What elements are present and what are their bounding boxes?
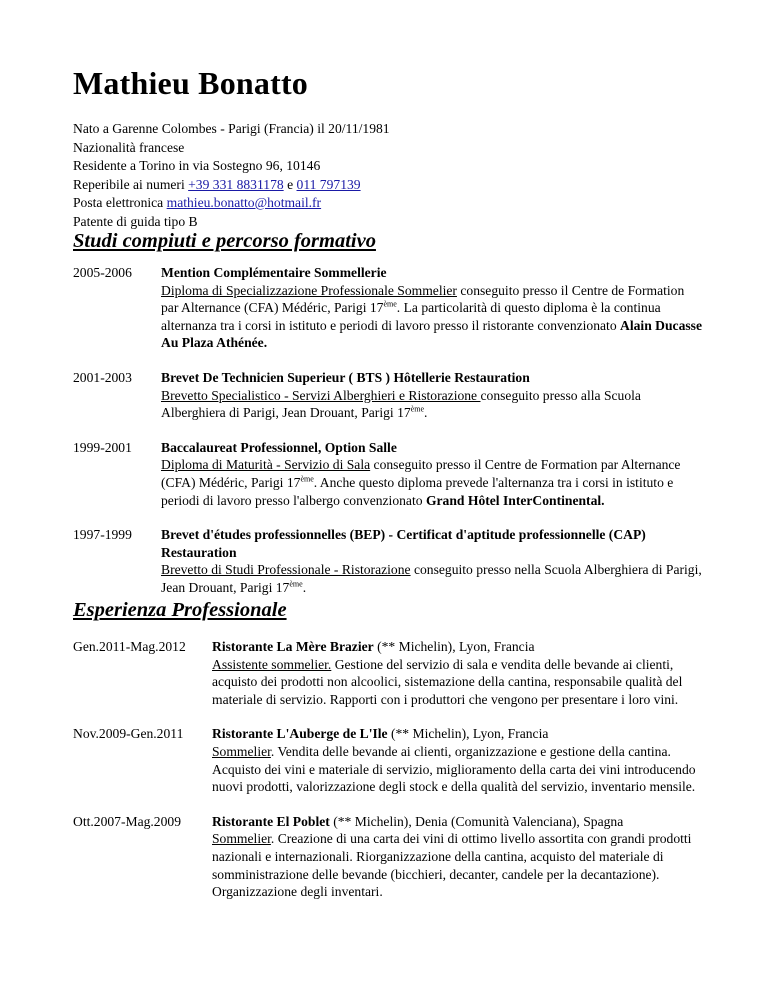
experience-date: Ott.2007-Mag.2009 [73, 813, 181, 829]
personal-info [73, 120, 390, 231]
phone-link-1[interactable]: +39 331 8831178 [188, 176, 284, 192]
study-entry [73, 369, 703, 422]
experience-entry [73, 638, 703, 708]
birth-line: Nato a Garenne Colombes - Parigi (Francia) il 20/11/1981 [73, 121, 390, 136]
experience-date: Nov.2009-Gen.2011 [73, 726, 184, 742]
experience-section-title: Esperienza Professionale [73, 599, 287, 621]
study-diploma: Brevetto Specialistico - Servizi Alberghieri e Ristorazione [161, 387, 481, 403]
study-diploma: Brevetto di Studi Professionale - Ristorazione [161, 562, 411, 578]
experience-entry [73, 813, 703, 901]
employer-name: Ristorante La Mère Brazier [212, 639, 374, 654]
study-date: 1999-2001 [73, 439, 132, 455]
study-diploma: Diploma di Specializzazione Professionale Sommelier [161, 282, 457, 298]
study-heading: Brevet De Technicien Superieur ( BTS ) Hôtellerie Restauration [161, 369, 530, 385]
experience-list [73, 638, 703, 901]
license-line: Patente di guida tipo B [73, 213, 198, 229]
experience-description: Ristorante L'Auberge de L'Ile (** Michelin), Lyon, Francia Sommelier. Vendita delle bevande ai clienti, organizzazione e gestione della cantina. Acquisto dei vini e materiale di servizio, miglioramento della carta dei vini introducendo nuovi prodotti, valorizzazione degli stock e della qualità del servizio, inventario mensile. [212, 726, 696, 795]
study-heading: Mention Complémentaire Sommellerie [161, 265, 387, 280]
experience-description: Ristorante La Mère Brazier (** Michelin), Lyon, Francia Assistente sommelier. Gestione del servizio di sala e vendita delle bevande ai clienti, acquisto dei prodotti non alcoolici, sistemazione della cantina, responsabile qualità del materiale di servizio. Rapporti con i produttori che vengono per presentare i loro vini. [212, 639, 683, 707]
study-date: 2001-2003 [73, 369, 132, 385]
study-description: Brevet De Technicien Superieur ( BTS ) Hôtellerie Restauration Brevetto Specialistico - Servizi Alberghieri e Ristorazione conseguito presso alla Scuola Alberghiera di Parigi, Jean Drouant, Parigi 17ème. [161, 369, 641, 421]
study-date: 2005-2006 [73, 265, 132, 280]
study-diploma: Diploma di Maturità - Servizio di Sala [161, 457, 371, 473]
experience-date: Gen.2011-Mag.2012 [73, 639, 186, 654]
study-date: 1997-1999 [73, 527, 132, 543]
employer-name: Ristorante El Poblet [212, 813, 330, 829]
study-heading: Brevet d'études professionnelles (BEP) - Certificat d'aptitude professionnelle (CAP) Restauration [161, 527, 646, 560]
job-role: Sommelier [212, 743, 271, 759]
experience-entry [73, 725, 703, 795]
study-heading: Baccalaureat Professionnel, Option Salle [161, 439, 397, 455]
study-entry [73, 264, 703, 352]
phone-link-2[interactable]: 011 797139 [296, 176, 361, 192]
phone-line: Reperibile ai numeri +39 331 8831178 e 011 797139 [73, 176, 361, 192]
studies-section-title: Studi compiuti e percorso formativo [73, 230, 376, 252]
study-entry [73, 439, 703, 509]
job-role: Assistente sommelier. [212, 656, 332, 672]
person-name: Mathieu Bonatto [73, 65, 308, 101]
study-entry [73, 526, 703, 596]
study-description: Mention Complémentaire Sommellerie Diploma di Specializzazione Professionale Sommelier conseguito presso il Centre de Formation par Alternance (CFA) Médéric, Parigi 17ème. La particolarità di questo diploma è la continua alternanza tra i corsi in istituto e periodi di lavoro presso il ristorante convenzionato Alain Ducasse Au Plaza Athénée. [161, 265, 702, 351]
studies-list [73, 264, 703, 597]
job-role: Sommelier [212, 831, 271, 847]
residence-line: Residente a Torino in via Sostegno 96, 10146 [73, 158, 321, 173]
study-description: Brevet d'études professionnelles (BEP) - Certificat d'aptitude professionnelle (CAP) Restauration Brevetto di Studi Professionale - Ristorazione conseguito presso nella Scuola Alberghiera di Parigi, Jean Drouant, Parigi 17ème. [161, 527, 702, 595]
experience-description: Ristorante El Poblet (** Michelin), Denia (Comunità Valenciana), Spagna Sommelier. Creazione di una carta dei vini di ottimo livello assortita con grandi prodotti nazionali e internazionali. Riorganizzazione della cantina, acquisto del materiale di somministrazione delle bevande (bicchieri, decanter, candele per la decantazione). Organizzazione degli inventari. [212, 813, 692, 900]
email-link[interactable]: mathieu.bonatto@hotmail.fr [166, 195, 322, 210]
study-description: Baccalaureat Professionnel, Option Salle Diploma di Maturità - Servizio di Sala conseguito presso il Centre de Formation par Alternance (CFA) Médéric, Parigi 17ème. Anche questo diploma prevede l'alternanza tra i corsi in istituto e periodi di lavoro presso l'albergo convenzionato Grand Hôtel InterContinental. [161, 439, 681, 508]
employer-name: Ristorante L'Auberge de L'Ile [212, 726, 388, 742]
nationality-line: Nazionalità francese [73, 139, 185, 155]
email-line: Posta elettronica mathieu.bonatto@hotmail.fr [73, 195, 322, 210]
